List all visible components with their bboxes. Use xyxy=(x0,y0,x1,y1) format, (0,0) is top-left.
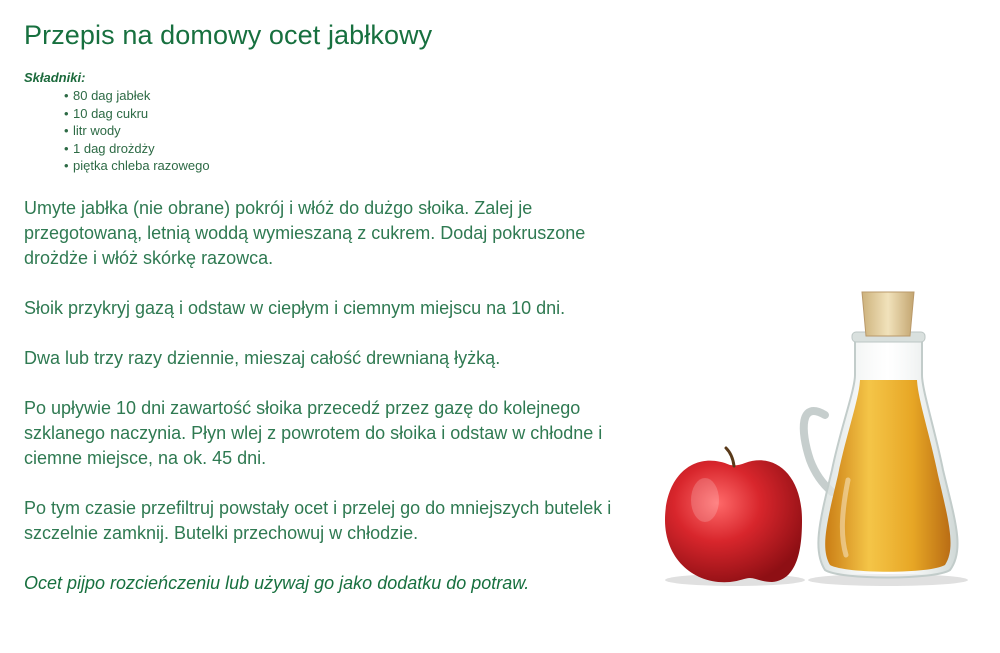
ingredient-item: • 10 dag cukru xyxy=(60,105,210,123)
apple-icon xyxy=(665,448,802,582)
vinegar-bottle-icon xyxy=(804,292,958,578)
ingredient-item: • piętka chleba razowego xyxy=(60,157,210,175)
apple-and-vinegar-illustration xyxy=(650,280,980,600)
instruction-step: Słoik przykryj gazą i odstaw w ciepłym i ciemnym miejscu na 10 dni. xyxy=(24,298,566,318)
ingredients-label: Składniki: xyxy=(24,70,86,85)
ingredient-item: • 1 dag drożdży xyxy=(60,140,210,158)
ingredient-item: • litr wody xyxy=(60,122,210,140)
instruction-step: Dwa lub trzy razy dziennie, mieszaj całość drewnianą łyżką. xyxy=(24,348,501,368)
ingredients-list xyxy=(60,87,210,175)
closing-note: Ocet pijpo rozcieńczeniu lub używaj go jako dodatku do potraw. xyxy=(24,573,530,593)
instruction-step: Po tym czasie przefiltruj powstały ocet i przelej go do mniejszych butelek i szczelnie zamknij. Butelki przechowuj w chłodzie. xyxy=(24,498,612,543)
ingredient-item: • 80 dag jabłek xyxy=(60,87,210,105)
instruction-step: Po upływie 10 dni zawartość słoika przecedź przez gazę do kolejnego szklanego naczynia. Płyn wlej z powrotem do słoika i odstaw w chłodne i ciemne miejsce, na ok. 45 dni. xyxy=(24,398,603,468)
recipe-instructions xyxy=(24,196,624,621)
instruction-step: Umyte jabłka (nie obrane) pokrój i włóż do dużgo słoika. Zalej je przegotowaną, letnią woddą wymieszaną z cukrem. Dodaj pokruszone drożdże i włóż skórkę razowca. xyxy=(24,198,586,268)
page-title: Przepis na domowy ocet jabłkowy xyxy=(24,20,433,50)
